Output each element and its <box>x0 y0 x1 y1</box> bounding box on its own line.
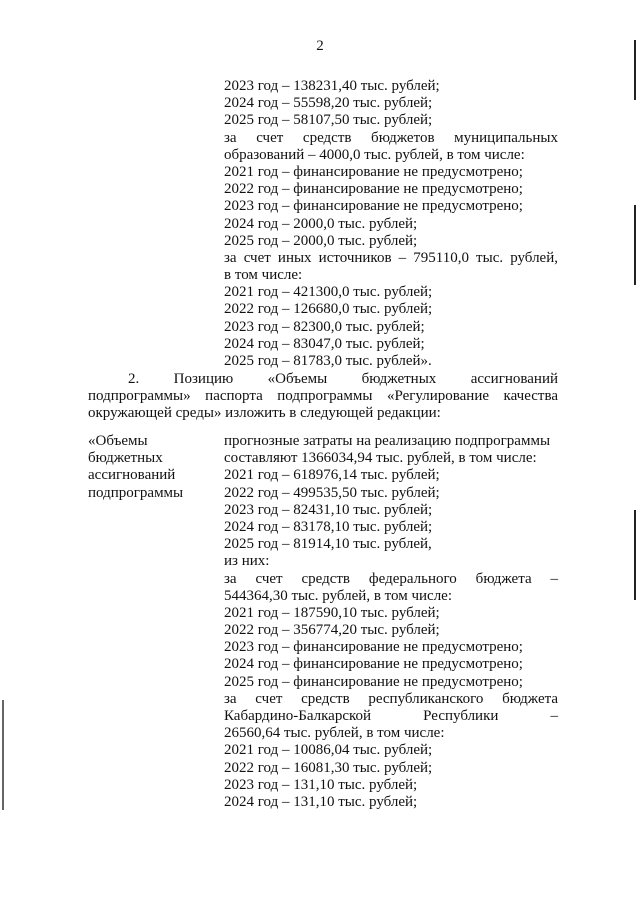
value-line: за счет средств федерального бюджета – <box>224 570 558 587</box>
text-line: в том числе: <box>224 267 303 284</box>
value-line: Кабардино-Балкарской Республики – <box>224 708 558 724</box>
value-line: 2025 год – финансирование не предусмотрено; <box>224 673 523 690</box>
funding-continuation-block <box>224 78 558 370</box>
position-label-cell <box>88 433 218 502</box>
scan-edge-mark <box>634 40 636 100</box>
page-number: 2 <box>316 38 324 54</box>
label-line: ассигнований <box>88 467 176 484</box>
scan-edge-mark <box>634 510 636 600</box>
value-line: 2023 год – финансирование не предусмотрено; <box>224 639 523 656</box>
value-line: 2022 год – 16081,30 тыс. рублей; <box>224 759 433 776</box>
scan-edge-mark <box>2 700 4 810</box>
value-line: 2024 год – финансирование не предусмотрено; <box>224 656 523 673</box>
value-line: 2021 год – 187590,10 тыс. рублей; <box>224 604 440 621</box>
label-line: подпрограммы <box>88 484 184 501</box>
value-line: из них: <box>224 553 270 570</box>
text-line: за счет иных источников – 795110,0 тыс. рублей, <box>224 249 558 266</box>
value-line: 2022 год – 356774,20 тыс. рублей; <box>224 622 440 639</box>
value-line: 2025 год – 81914,10 тыс. рублей, <box>224 536 432 553</box>
value-line: 2024 год – 131,10 тыс. рублей; <box>224 793 418 810</box>
text-line: 2021 год – финансирование не предусмотрено; <box>224 163 523 180</box>
paragraph-line: окружающей среды» изложить в следующей редакции: <box>88 405 441 422</box>
label-line: «Объемы <box>88 433 148 449</box>
label-line: бюджетных <box>88 450 163 467</box>
value-line: 2021 год – 10086,04 тыс. рублей; <box>224 742 433 759</box>
text-line: за счет средств бюджетов муниципальных <box>224 129 558 146</box>
value-line: 2024 год – 83178,10 тыс. рублей; <box>224 518 433 535</box>
text-line: 2021 год – 421300,0 тыс. рублей; <box>224 284 433 301</box>
value-line: составляют 1366034,94 тыс. рублей, в том числе: <box>224 450 537 467</box>
amendment-paragraph <box>88 371 558 423</box>
text-line: 2022 год – финансирование не предусмотрено; <box>224 181 523 198</box>
value-line: прогнозные затраты на реализацию подпрограммы <box>224 433 551 449</box>
paragraph-line: подпрограммы» паспорта подпрограммы «Регулирование качества <box>88 388 558 405</box>
paragraph-line: 2. Позицию «Объемы бюджетных ассигнований <box>128 371 558 387</box>
position-value-cell <box>224 433 558 811</box>
text-line: 2023 год – 82300,0 тыс. рублей; <box>224 318 425 335</box>
value-line: 26560,64 тыс. рублей, в том числе: <box>224 725 445 742</box>
text-line: 2024 год – 83047,0 тыс. рублей; <box>224 335 425 352</box>
value-line: 2023 год – 131,10 тыс. рублей; <box>224 776 418 793</box>
text-line: 2025 год – 58107,50 тыс. рублей; <box>224 112 433 129</box>
value-line: 2023 год – 82431,10 тыс. рублей; <box>224 501 433 518</box>
text-line: 2023 год – финансирование не предусмотрено; <box>224 198 523 215</box>
value-line: 2022 год – 499535,50 тыс. рублей; <box>224 484 440 501</box>
value-line: за счет средств республиканского бюджета <box>224 690 558 707</box>
text-line: образований – 4000,0 тыс. рублей, в том числе: <box>224 146 525 163</box>
text-line: 2025 год – 81783,0 тыс. рублей». <box>224 353 432 369</box>
value-line: 2021 год – 618976,14 тыс. рублей; <box>224 467 440 484</box>
scan-edge-mark <box>634 205 636 285</box>
text-line: 2025 год – 2000,0 тыс. рублей; <box>224 232 418 249</box>
text-line: 2023 год – 138231,40 тыс. рублей; <box>224 78 440 94</box>
value-line: 544364,30 тыс. рублей, в том числе: <box>224 587 453 604</box>
text-line: 2022 год – 126680,0 тыс. рублей; <box>224 301 433 318</box>
text-line: 2024 год – 2000,0 тыс. рублей; <box>224 215 418 232</box>
text-line: 2024 год – 55598,20 тыс. рублей; <box>224 95 433 112</box>
